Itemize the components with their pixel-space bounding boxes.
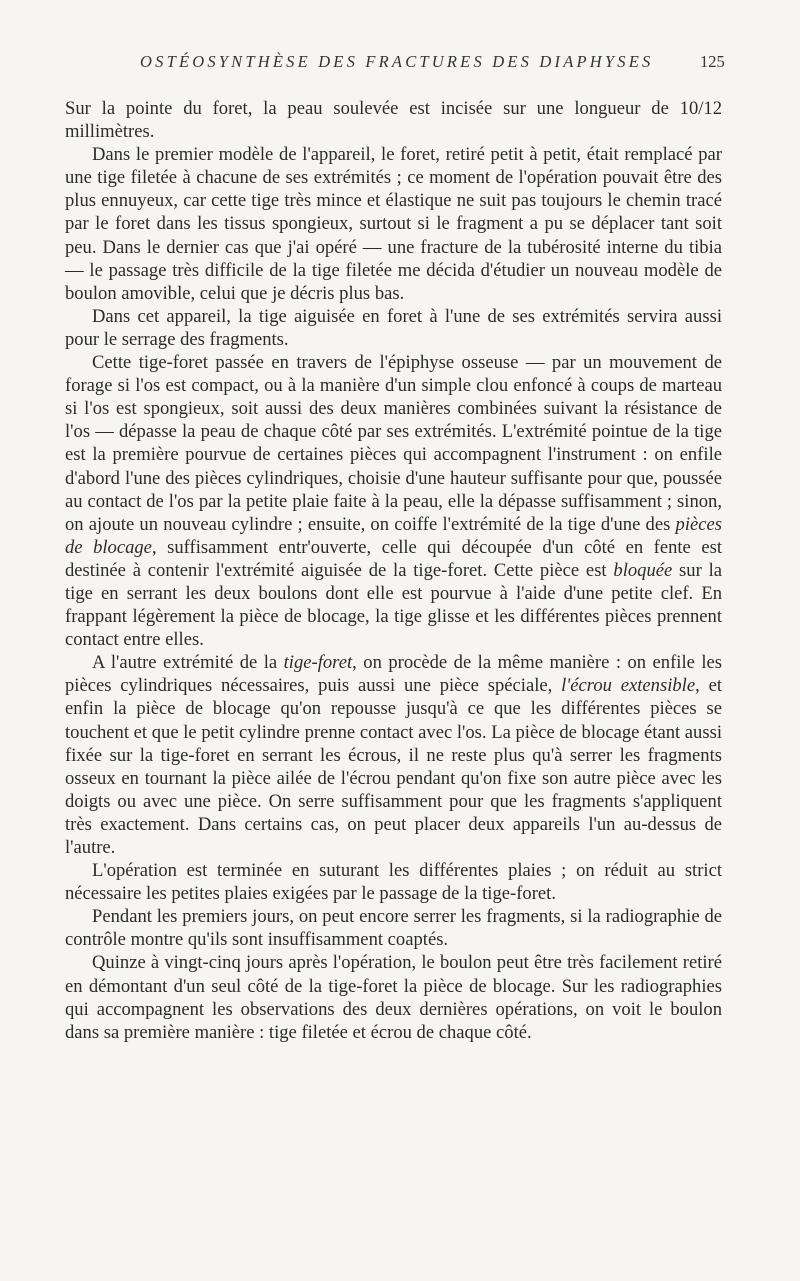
text-run: , suffisamment entr'ouverte, celle qui découpée d'un côté en fente est destinée à contenir l'extrémité aiguisée de la tige-foret. Cette pièce est xyxy=(65,536,722,581)
paragraph xyxy=(65,351,722,651)
text-run: Sur la pointe du foret, la peau soulevée est incisée sur une longueur de 10/12 millimètres. xyxy=(65,98,722,143)
text-run: sur la tige en serrant les deux boulons dont elle est pourvue à l'aide d'une petite clef. En frappant légèrement la pièce de blocage, la tige glisse et les différentes pièces prennent contact entre elles. xyxy=(65,559,722,651)
italic-term: bloquée xyxy=(613,559,673,581)
running-head-title: OSTÉOSYNTHÈSE DES FRACTURES DES DIAPHYSES xyxy=(140,52,654,71)
text-run: Dans cet appareil, la tige aiguisée en foret à l'une de ses extrémités servira aussi pour le serrage des fragments. xyxy=(65,305,722,350)
text-run: , et enfin la pièce de blocage qu'on repousse jusqu'à ce que les différentes pièces se touchent et que le petit cylindre prenne contact avec l'os. La pièce de blocage étant aussi fixée sur la tige-foret en serrant les écrous, il ne reste plus qu'à serrer les fragments osseux en tournant la pièce ailée de l'écrou pendant qu'on fixe son autre pièce avec les doigts ou avec une pièce. On serre suffisamment pour que les fragments s'appliquent très exactement. Dans certains cas, on peut placer deux appareils l'un au-dessus de l'autre. xyxy=(65,675,722,858)
italic-term: tige-foret xyxy=(283,652,353,674)
paragraph xyxy=(65,305,722,351)
italic-term: l'écrou extensible xyxy=(561,675,696,697)
text-run: L'opération est terminée en suturant les différentes plaies ; on réduit au strict nécessaire les petites plaies exigées par le passage de la tige-foret. xyxy=(65,860,722,905)
paragraph xyxy=(65,651,722,859)
text-run: Quinze à vingt-cinq jours après l'opération, le boulon peut être très facilement retiré en démontant d'un seul côté de la tige-foret la pièce de blocage. Sur les radiographies qui accompagnent les observations des deux dernières opérations, on voit le boulon dans sa première manière : tige filetée et écrou de chaque côté. xyxy=(65,952,722,1043)
italic-term: pièces de blocage xyxy=(65,513,722,558)
text-run: Cette tige-foret passée en travers de l'épiphyse osseuse — par un mouvement de forage si l'os est compact, ou à la manière d'un simple clou enfoncé à coups de marteau si l'os est spongieux, soit aussi des deux manières combinées suivant la résistance de l'os — dépasse la peau de chaque côté par ses extrémités. L'extrémité pointue de la tige est la première pourvue de certaines pièces qui accompagnent l'instrument : on enfile d'abord l'une des pièces cylindriques, choisie d'une hauteur suffisante pour que, poussée au contact de l'os par la petite plaie faite à la peau, elle la dépasse suffisamment ; sinon, on ajoute un nouveau cylindre ; ensuite, on coiffe l'extrémité de la tige d'une des xyxy=(65,352,722,535)
page-number: 125 xyxy=(700,52,725,71)
paragraph xyxy=(65,951,722,1043)
text-run: Pendant les premiers jours, on peut encore serrer les fragments, si la radiographie de contrôle montre qu'ils sont insuffisamment coaptés. xyxy=(65,906,722,951)
body-text xyxy=(65,97,722,1044)
text-run: Dans le premier modèle de l'appareil, le foret, retiré petit à petit, était remplacé par une tige filetée à chacune de ses extrémités ; ce moment de l'opération pouvait être des plus ennuyeux, car cette tige très mince et élastique ne suit pas toujours le chemin tracé par le foret dans les tissus spongieux, surtout si le fragment a pu se déplacer tant soit peu. Dans le dernier cas que j'ai opéré — une fracture de la tubérosité interne du tibia — le passage très difficile de la tige filetée me décida d'étudier un nouveau modèle de boulon amovible, celui que je décris plus bas. xyxy=(65,144,722,304)
paragraph xyxy=(65,905,722,951)
text-run: , on procède de la même manière : on enfile les pièces cylindriques nécessaires, puis aussi une pièce spéciale, xyxy=(65,652,723,697)
text-run: A l'autre extrémité de la xyxy=(92,652,284,674)
paragraph xyxy=(65,143,722,305)
running-head xyxy=(0,52,800,82)
paragraph xyxy=(65,97,722,143)
paragraph xyxy=(65,859,722,905)
